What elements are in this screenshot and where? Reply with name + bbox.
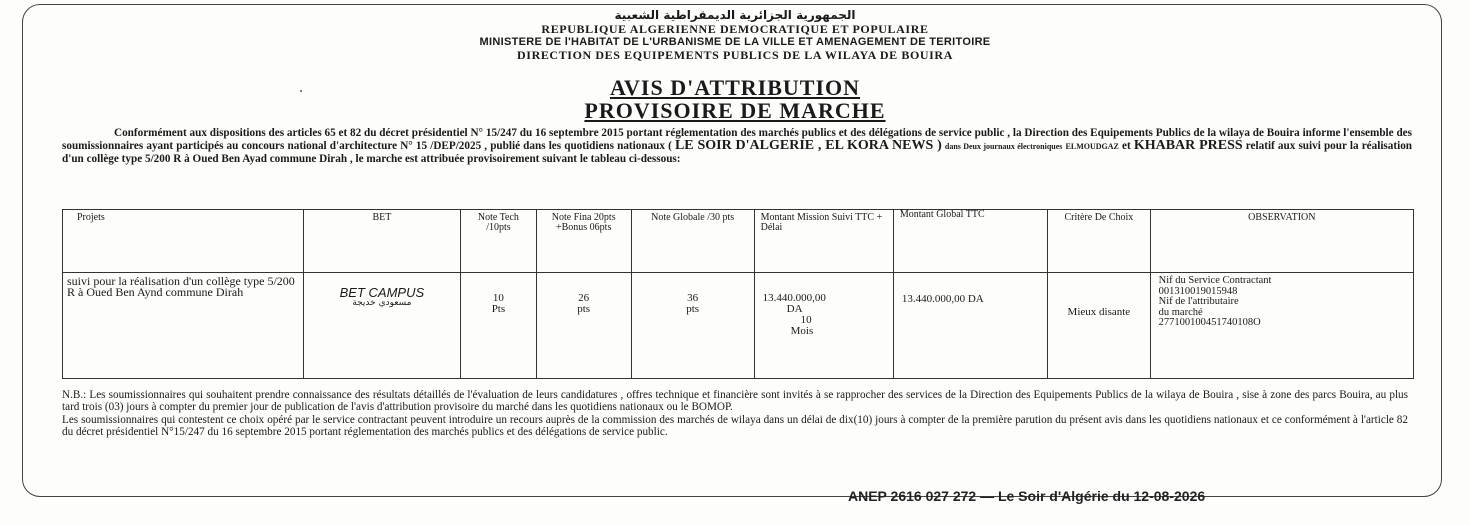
header — [0, 8, 1470, 62]
bet-arabic-name: مسعودي خديجة — [352, 298, 412, 308]
col-projets: Projets — [63, 210, 304, 273]
montant-mission-unit: DA — [786, 303, 803, 315]
bet-name: BET CAMPUS — [339, 285, 425, 300]
header-ministry: MINISTERE DE l'HABITAT DE L'URBANISME DE LA VILLE ET AMENAGEMENT DE TERITOIRE — [479, 36, 991, 48]
nb-section — [62, 389, 1408, 438]
attribution-table — [62, 209, 1414, 379]
nb-paragraph-1: N.B.: Les soumissionnaires qui souhaitent prendre connaissance des résultats détaillés de l'évaluation de leurs candidatures , offres technique et financière sont invités à se rapprocher des services de la Direction des Equipements Publics de la wilaya de Bouira , sise à zone des parcs Bouira, au plus tard trois (03) jours à compter du premier jour de publication de l'avis d'attribution provisoire du marché dans les quotidiens nationaux ou le BOMOP. — [62, 389, 1408, 414]
cell-montant-mission — [754, 273, 893, 379]
cell-note-fina — [536, 273, 631, 379]
delai-unit: Mois — [790, 325, 814, 337]
intro-papers: LE SOIR D'ALGERIE , EL KORA NEWS ) — [674, 137, 942, 153]
cell-critere: Mieux disante — [1048, 273, 1151, 379]
intro-khabar: KHABAR PRESS — [1133, 137, 1243, 153]
col-note-tech: Note Tech /10pts — [461, 210, 537, 273]
col-montant-mission: Montant Mission Suivi TTC + Délai — [754, 210, 893, 273]
intro-elmoudgaz: ELMOUDGAZ — [1065, 141, 1119, 151]
note-fina-value: 26 — [578, 292, 590, 304]
cell-montant-global: 13.440.000,00 DA — [893, 273, 1047, 379]
col-note-globale: Note Globale /30 pts — [631, 210, 754, 273]
cell-observation — [1150, 273, 1413, 379]
col-bet: BET — [303, 210, 461, 273]
title-line-1: AVIS D'ATTRIBUTION — [609, 75, 861, 100]
intro-et: et — [1121, 139, 1131, 152]
obs-nif-attributaire-value: 277100100451740108O — [1158, 317, 1261, 328]
title-line-2: PROVISOIRE DE MARCHE — [584, 98, 886, 123]
col-note-fina: Note Fina 20pts +Bonus 06pts — [536, 210, 631, 273]
footer-reference: ANEP 2616 027 272 — Le Soir d'Algérie du 12-08-2026 — [848, 488, 1206, 504]
header-republic: REPUBLIQUE ALGERIENNE DEMOCRATIQUE ET POPULAIRE — [541, 22, 929, 36]
notice-title — [0, 76, 1470, 122]
obs-nif-attributaire-label: Nif de l'attributaire — [1158, 296, 1239, 307]
intro-text-2: relatif aux suivi pour la réalisation d'un collège type 5/200 R à Oued Ben Ayad commune Dirah , le marche est attribuée provisoirement suivant le tableau ci-dessous: — [62, 139, 1413, 165]
col-montant-global: Montant Global TTC — [893, 210, 1047, 273]
cell-projet: suivi pour la réalisation d'un collège type 5/200 R à Oued Ben Aynd commune Dirah — [63, 273, 304, 379]
obs-nif-service-value: 001310019015948 — [1158, 285, 1238, 297]
note-tech-unit: Pts — [491, 303, 506, 315]
col-observation: OBSERVATION — [1150, 210, 1413, 273]
note-globale-value: 36 — [687, 292, 699, 304]
intro-text-1: Conformément aux dispositions des articles 65 et 82 du décret présidentiel N° 15/247 du 16 septembre 2015 portant réglementation des marchés publics et des délégations de service public , la Direction des Equipements Publics de la wilaya de Bouira informe l'ensemble des soumissionnaires ayant participés au concours national d'architecture N° 15 /DEP/2025 , publié dans les quotidiens nationaux ( — [62, 127, 1412, 152]
header-direction: DIRECTION DES EQUIPEMENTS PUBLICS DE LA WILAYA DE BOUIRA — [517, 48, 953, 62]
col-critere: Critère De Choix — [1048, 210, 1151, 273]
note-fina-unit: pts — [577, 303, 591, 315]
intro-small: dans Deux journaux électroniques — [944, 141, 1063, 151]
header-arabic: الجمهورية الجزائرية الديمقراطية الشعبية — [614, 8, 856, 22]
cell-note-tech — [461, 273, 537, 379]
table-row — [63, 273, 1414, 379]
nb-paragraph-2: Les soumissionnaires qui contestent ce choix opéré par le service contractant peuvent introduire un recours auprès de la commission des marchés de wilaya dans un délai de dix(10) jours à compter de la première parution du présent avis dans les quotidiens nationaux et ce conformément à l'article 82 du décret présidentiel N°15/247 du 16 septembre 2015 portant réglementation des marchés publics et des délégations de service public. — [62, 413, 1408, 438]
obs-nif-service-label: Nif du Service Contractant — [1158, 275, 1272, 286]
note-tech-value: 10 — [492, 292, 504, 304]
intro-paragraph — [62, 127, 1412, 166]
obs-marche-label: du marché — [1158, 306, 1203, 318]
table-header-row — [63, 210, 1414, 273]
cell-bet — [303, 273, 461, 379]
note-globale-unit: pts — [686, 303, 700, 315]
cell-note-globale — [631, 273, 754, 379]
delai-value: 10 — [800, 314, 812, 326]
montant-mission-value: 13.440.000,00 — [762, 292, 826, 304]
